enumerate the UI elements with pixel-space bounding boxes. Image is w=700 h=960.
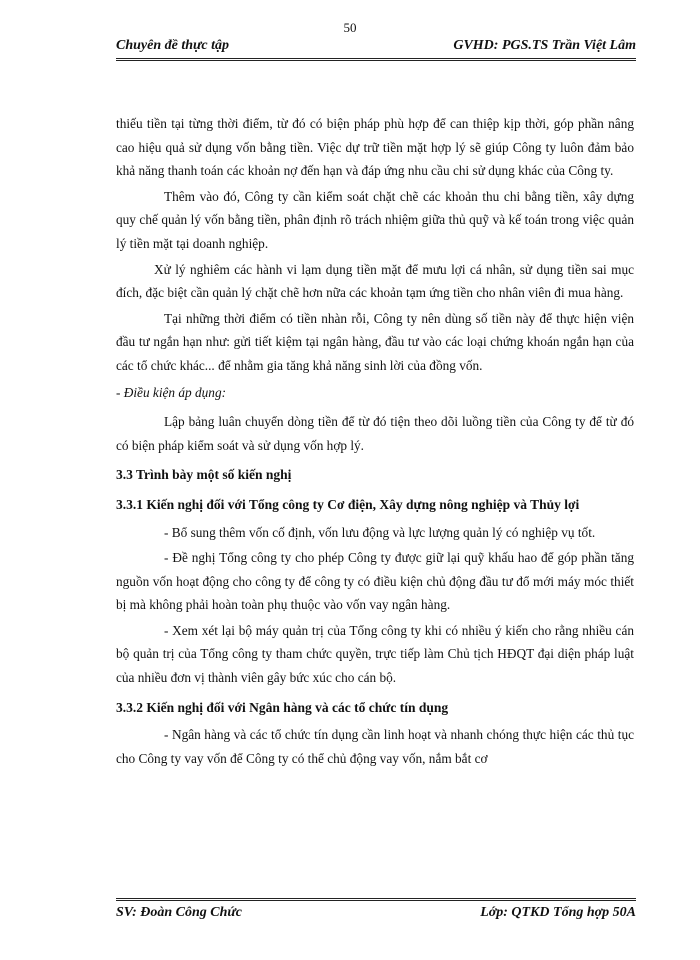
subsection-heading: 3.3.1 Kiến nghị đối với Tổng công ty Cơ điện, Xây dựng nông nghiệp và Thủy lợi [116, 496, 580, 512]
bullet-item: - Đề nghị Tổng công ty cho phép Công ty được giữ lại quỹ khấu hao để góp phần tăng nguồn vốn hoạt động cho công ty để công ty có điều kiện chủ động đầu tư đổ mới máy móc thiết bị mà không phải hoàn toàn phụ thuộc vào vốn vay ngân hàng. [116, 550, 634, 613]
body-paragraph: thiếu tiền tại từng thời điểm, từ đó có biện pháp phù hợp để can thiệp kịp thời, góp phần nâng cao hiệu quả sử dụng vốn bằng tiền. Việc dự trữ tiền mặt hợp lý sẽ giúp Công ty luôn đảm bảo khả năng thanh toán các khoản nợ đến hạn và đáp ứng nhu cầu chi sử dụng khác của Công ty. [116, 116, 634, 179]
bullet-item: - Xem xét lại bộ máy quản trị của Tổng công ty khi có nhiều ý kiến cho rằng nhiều cán bộ quản trị của Tổng công ty tham chức quyền, trực tiếp làm Chủ tịch HĐQT đại diện pháp luật của nhiều đơn vị thành viên gây bức xúc cho cán bộ. [116, 622, 634, 686]
header-document-type: Chuyên đề thực tập [116, 38, 230, 53]
subsection-heading: 3.3.2 Kiến nghị đối với Ngân hàng và các tổ chức tín dụng [116, 699, 449, 715]
header-supervisor: GVHD: PGS.TS Trần Việt Lâm [453, 38, 636, 53]
body-paragraph: Lập bảng luân chuyển dòng tiền để từ đó tiện theo dõi luồng tiền của Công ty để từ đó có biện pháp kiểm soát và sử dụng vốn hợp lý. [116, 414, 634, 453]
page-body [116, 112, 634, 772]
page-header [116, 38, 636, 61]
body-paragraph: Tại những thời điểm có tiền nhàn rỗi, Công ty nên dùng số tiền này để thực hiện viện đầu tư ngắn hạn như: gửi tiết kiệm tại ngân hàng, đầu tư vào các loại chứng khoán ngắn hạn của các tổ chức khác... để nhằm gia tăng khả năng sinh lời của đồng vốn. [116, 310, 634, 373]
page-footer [116, 898, 636, 923]
body-paragraph: Thêm vào đó, Công ty cần kiểm soát chặt chẽ các khoản thu chi bằng tiền, xây dựng quy chế quản lý vốn bằng tiền, phân định rõ trách nhiệm giữa thủ quỹ và kế toán trong việc quản lý tiền mặt tại doanh nghiệp. [116, 188, 634, 251]
page-number: 50 [343, 20, 357, 35]
condition-label: - Điều kiện áp dụng: [116, 384, 227, 400]
footer-class: Lớp: QTKD Tổng hợp 50A [480, 905, 636, 920]
body-paragraph: Xử lý nghiêm các hành vi lạm dụng tiền mặt để mưu lợi cá nhân, sử dụng tiền sai mục đích, đặc biệt cần quản lý chặt chẽ hơn nữa các khoản tạm ứng tiền cho nhân viên đi mua hàng. [116, 261, 634, 301]
section-heading: 3.3 Trình bày một số kiến nghị [116, 467, 292, 483]
footer-student: SV: Đoàn Công Chức [116, 905, 242, 920]
bullet-item: - Bổ sung thêm vốn cố định, vốn lưu động và lực lượng quản lý có nghiệp vụ tốt. [164, 524, 596, 540]
bullet-item: - Ngân hàng và các tổ chức tín dụng cần linh hoạt và nhanh chóng thực hiện các thủ tục cho Công ty vay vốn để Công ty có thể chủ động vay vốn, nắm bắt cơ [116, 727, 634, 766]
